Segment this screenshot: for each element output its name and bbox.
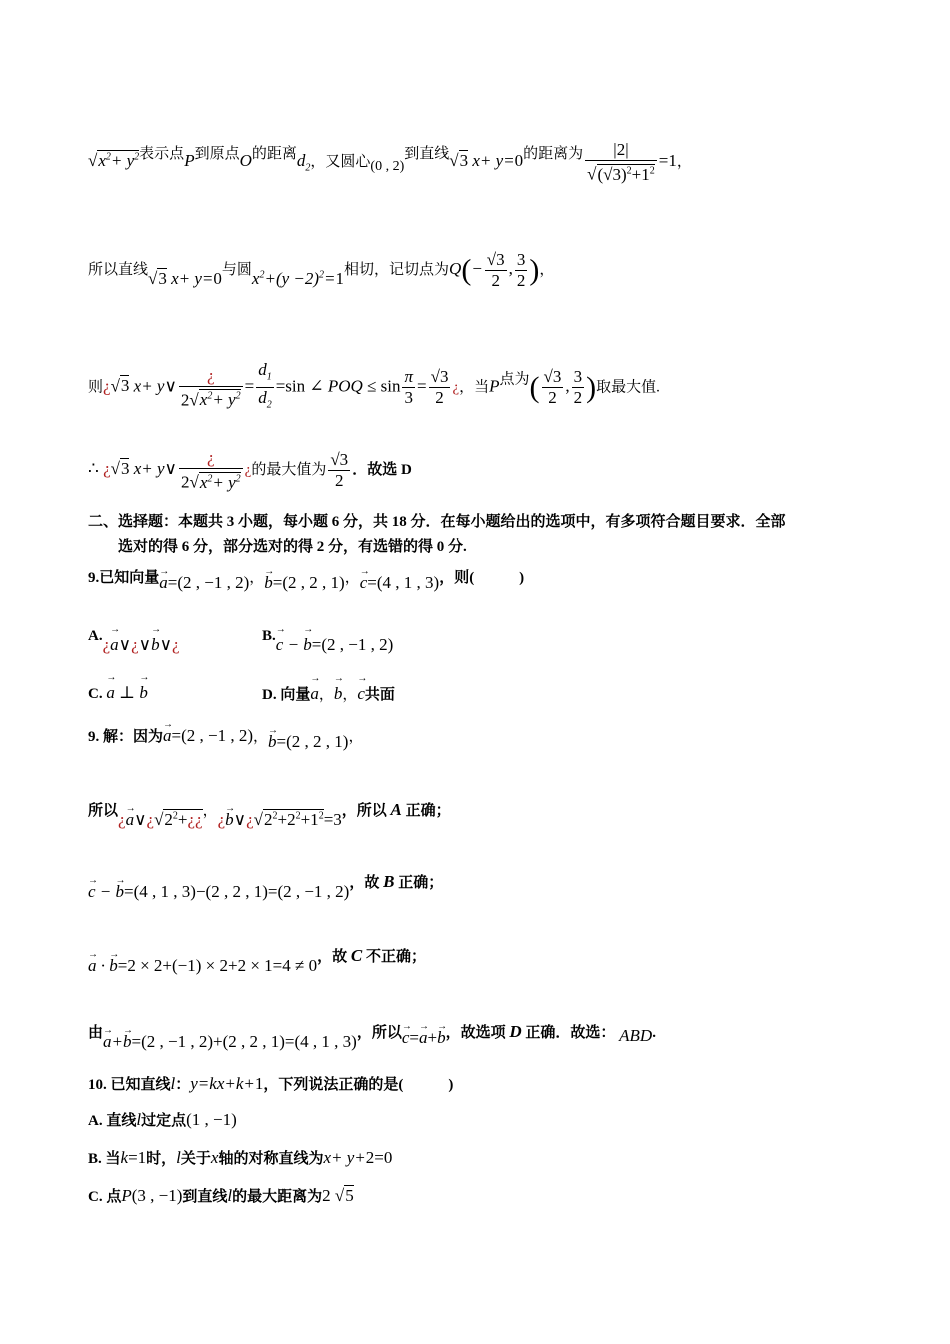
q9-then: ，则( ) <box>439 570 525 586</box>
q10-tail: ，下列说法正确的是( ) <box>263 1077 454 1093</box>
section-heading-2: 选对的得 6 分，部分选对的得 2 分，有选错的得 0 分. <box>118 539 467 555</box>
text: 到原点 <box>194 145 240 162</box>
text: 点为 <box>499 371 530 388</box>
text: ．故选 D <box>352 461 412 478</box>
option-text: 过定点 <box>141 1113 187 1129</box>
option-label: C. 点 <box>88 1189 122 1205</box>
text: 不正确； <box>365 949 426 965</box>
text: 所以 <box>88 803 119 819</box>
option-tail: 共面 <box>364 687 395 703</box>
q9-solution-label: 9. 解：因为 <box>88 729 164 745</box>
option-text: 到直线 <box>182 1189 228 1205</box>
option-text: 关于 <box>180 1151 211 1167</box>
q9-option-a: A.¿→ a∨¿∨→ b∨¿ <box>88 628 180 655</box>
text: 的最大值为 <box>251 461 327 478</box>
q9-solution-4: → a · → b=2 × 2+(−1) × 2+2 × 1=4 ≠ 0，故 C 不正确； <box>88 946 426 976</box>
option-text: 时， <box>146 1151 177 1167</box>
q9-label: 9.已知向量 <box>88 570 160 586</box>
option-label: D. 向量 <box>262 687 311 703</box>
option-text: 的最大距离为 <box>232 1189 323 1205</box>
option-label: B. <box>262 628 276 644</box>
q9-solution-2: 所以¿→ $a\vee¿√2^2+¿¿$，¿→ $b\vee¿√2^2+2^2+1^2=3$，所以 A 正确； <box>88 800 451 830</box>
text: 所以直线 <box>88 261 149 278</box>
text: 正确； <box>398 875 444 891</box>
text: ，所以 <box>341 803 387 819</box>
text: 正确．故选： <box>525 1025 616 1041</box>
q10-stem: 10. 已知直线l：y=kx+k+1，下列说法正确的是( ) <box>88 1074 454 1093</box>
answer: ABD <box>619 1026 653 1045</box>
q10-option-b: B. 当k=1时，l关于x轴的对称直线为x+ y+2=0 <box>88 1148 393 1167</box>
text: 则 <box>88 379 104 396</box>
text: ，又圆心 <box>310 153 371 170</box>
option-text: 轴的对称直线为 <box>218 1151 324 1167</box>
option-label: C. <box>88 686 103 702</box>
q10-label: 10. 已知直线 <box>88 1077 171 1093</box>
text: ，所以 <box>356 1025 402 1041</box>
option-label: A. <box>88 628 103 644</box>
q9-option-c: C. → a ⊥ → b <box>88 683 148 703</box>
section-heading: 二、选择题：本题共 3 小题，每小题 6 分，共 18 分．在每小题给出的选项中，有多项符合题目要求．全部 <box>88 514 786 530</box>
q10-option-c: C. 点P(3 , −1)到直线l的最大距离为2 √5 <box>88 1186 354 1205</box>
text: 由 <box>88 1025 104 1041</box>
option-label: A. 直线 <box>88 1113 137 1129</box>
text: ，故 <box>317 949 348 965</box>
q9-solution-3: → c − → b=(4 , 1 , 3)−(2 , 2 , 1)=(2 , −1 , 2)，故 B 正确； <box>88 872 443 902</box>
text: ，当 <box>459 379 490 396</box>
text: 的距离 <box>251 145 297 162</box>
q9-stem: 9.已知向量→ a=(2 , −1 , 2)，→ b=(2 , 2 , 1)，→ c=(4 , 1 , 3)，则( ) <box>88 568 524 593</box>
solution-line-1: $√x^2+ y^2$表示点P到原点O的距离$d_2$，又圆心(0 , 2)到直线√3 x+ y=0的距离为 $\frac{|2|}{√(√3)^2+1^2}$ =1， <box>88 140 692 184</box>
text: 表示点 <box>139 145 185 162</box>
q9-option-d: D. 向量→ a，→ b，→ c共面 <box>262 683 395 704</box>
q9-option-b: B.→ c − → b=(2 , −1 , 2) <box>262 628 393 655</box>
q9-solution-1: 9. 解：因为→ a=(2 , −1 , 2)，→ b=(2 , 2 , 1)， <box>88 726 363 752</box>
text: 正确； <box>405 803 451 819</box>
q9-solution-5: 由→ a+→ b=(2 , −1 , 2)+(2 , 2 , 1)=(4 , 1 , 3)，所以→ c=→ a+→ b，故选项 D 正确．故选： ABD. <box>88 1022 656 1052</box>
text: 相切，记切点为 <box>344 261 450 278</box>
text: 到直线 <box>404 145 450 162</box>
text: 取最大值. <box>596 379 660 396</box>
text: 的距离为 <box>523 145 584 162</box>
solution-line-2: 所以直线√3 x+ y=0与圆$x^2+(y -2)^2=1$相切，记切点为Q(− $\frac{√3}{2}$ , $\frac{3}{2}$ )， <box>88 250 555 290</box>
math-sqrt-x2y2: $√x^2+ y^2$ <box>88 150 140 170</box>
text: ，故 <box>349 875 380 891</box>
q10-option-a: A. 直线l过定点(1 , −1) <box>88 1110 237 1129</box>
text: ，故选项 <box>445 1025 506 1041</box>
solution-line-3: 则¿√3 x+ y∨ $\frac{¿}{2√x^2+ y^2}$ = $\frac{d_1}{d_2}$ =sin ∠ POQ ≤ sin $\frac{\pi}{3}$ = $\frac{√3}{2}$ ¿，当P点为( $\frac{√3}{2}$ , $\frac{3}{2}$ )取最大值. <box>88 360 660 411</box>
solution-line-4: ∴ ¿√3 x+ y∨ $\frac{¿}{2√x^2+ y^2}$ ¿的最大值为 $\frac{√3}{2}$ ．故选 D <box>88 448 412 492</box>
option-label: B. 当 <box>88 1151 121 1167</box>
text: 与圆 <box>221 261 252 278</box>
